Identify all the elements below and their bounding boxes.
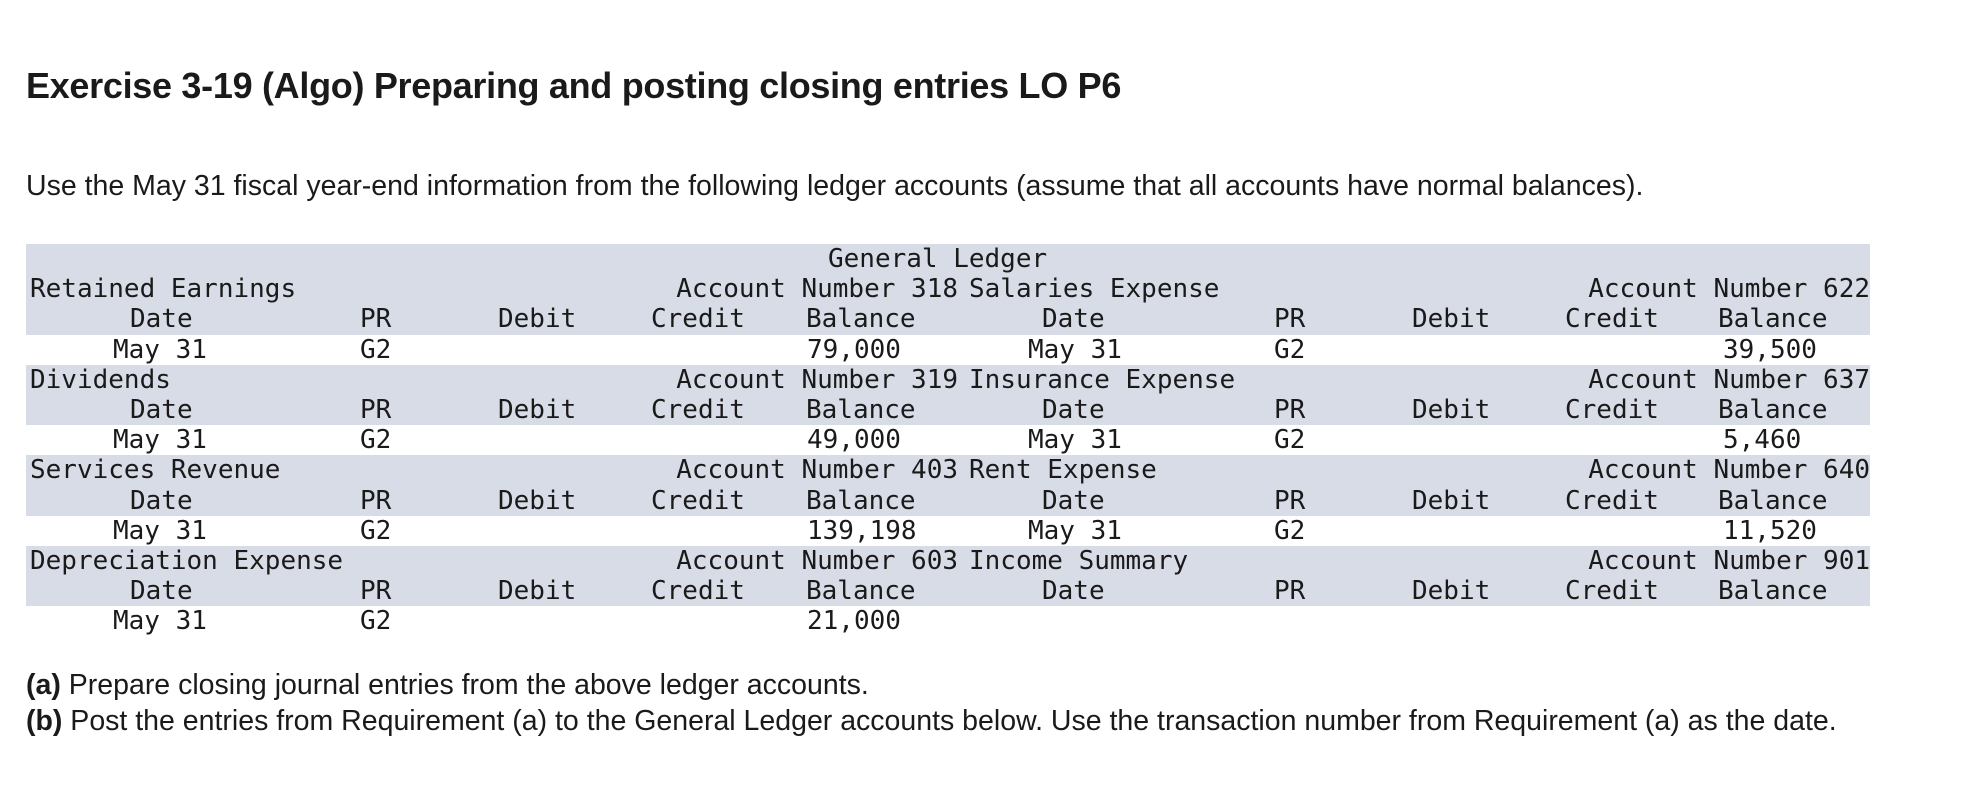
account-number: Account Number 637 bbox=[1588, 364, 1870, 395]
requirement-a bbox=[26, 667, 1906, 703]
entry-date: May 31 bbox=[1028, 515, 1122, 546]
date-column-header: Date bbox=[130, 576, 193, 607]
balance-column-header: Balance bbox=[806, 394, 916, 425]
pr-column-header: PR bbox=[1274, 485, 1306, 516]
entry-date: May 31 bbox=[1028, 334, 1122, 365]
account-title-row bbox=[26, 274, 1870, 304]
entry-date: May 31 bbox=[113, 425, 207, 456]
general-ledger bbox=[26, 244, 1870, 636]
account-title-row bbox=[26, 365, 1870, 395]
entry-balance: 79,000 bbox=[807, 334, 901, 365]
balance-column-header: Balance bbox=[1718, 576, 1828, 607]
entry-pr: G2 bbox=[1274, 515, 1306, 546]
credit-column-header: Credit bbox=[651, 485, 745, 516]
account-number: Account Number 403 bbox=[676, 455, 958, 486]
date-column-header: Date bbox=[1042, 304, 1105, 335]
requirement-a-label: (a) bbox=[26, 669, 61, 701]
pr-column-header: PR bbox=[1274, 304, 1306, 335]
entry-balance: 49,000 bbox=[807, 425, 901, 456]
credit-column-header: Credit bbox=[1565, 576, 1659, 607]
account-number: Account Number 640 bbox=[1588, 455, 1870, 486]
entry-date: May 31 bbox=[113, 515, 207, 546]
account-title-row bbox=[26, 455, 1870, 485]
entry-balance: 139,198 bbox=[807, 515, 917, 546]
credit-column-header: Credit bbox=[651, 304, 745, 335]
balance-column-header: Balance bbox=[806, 576, 916, 607]
ledger-heading-row bbox=[26, 244, 1870, 274]
entry-date: May 31 bbox=[113, 334, 207, 365]
balance-column-header: Balance bbox=[806, 304, 916, 335]
entry-balance: 39,500 bbox=[1723, 334, 1817, 365]
ledger-entry-row bbox=[26, 335, 1870, 365]
balance-column-header: Balance bbox=[1718, 304, 1828, 335]
column-header-row bbox=[26, 576, 1870, 606]
entry-balance: 11,520 bbox=[1723, 515, 1817, 546]
pr-column-header: PR bbox=[360, 485, 392, 516]
debit-column-header: Debit bbox=[498, 485, 577, 516]
column-header-row bbox=[26, 304, 1870, 334]
credit-column-header: Credit bbox=[1565, 394, 1659, 425]
entry-pr: G2 bbox=[360, 425, 392, 456]
debit-column-header: Debit bbox=[1412, 485, 1491, 516]
entry-pr: G2 bbox=[360, 606, 392, 637]
account-number: Account Number 622 bbox=[1588, 274, 1870, 305]
debit-column-header: Debit bbox=[498, 304, 577, 335]
pr-column-header: PR bbox=[360, 394, 392, 425]
ledger-heading: General Ledger bbox=[828, 244, 1048, 274]
entry-date: May 31 bbox=[1028, 425, 1122, 456]
account-name: Rent Expense bbox=[969, 455, 1157, 486]
exercise-title: Exercise 3-19 (Algo) Preparing and posting closing entries LO P6 bbox=[26, 65, 1122, 106]
requirement-b-text: Post the entries from Requirement (a) to the General Ledger accounts below. Use the transaction number from Requirement (a) as the date. bbox=[62, 705, 1837, 737]
requirement-b-label: (b) bbox=[26, 705, 63, 737]
balance-column-header: Balance bbox=[1718, 394, 1828, 425]
credit-column-header: Credit bbox=[651, 394, 745, 425]
entry-pr: G2 bbox=[1274, 334, 1306, 365]
pr-column-header: PR bbox=[360, 304, 392, 335]
account-name: Retained Earnings bbox=[30, 274, 297, 305]
debit-column-header: Debit bbox=[1412, 394, 1491, 425]
requirement-a-text: Prepare closing journal entries from the above ledger accounts. bbox=[60, 669, 869, 701]
account-name: Services Revenue bbox=[30, 455, 281, 486]
debit-column-header: Debit bbox=[498, 576, 577, 607]
entry-balance: 21,000 bbox=[807, 606, 901, 637]
pr-column-header: PR bbox=[1274, 576, 1306, 607]
balance-column-header: Balance bbox=[806, 485, 916, 516]
account-name: Income Summary bbox=[969, 545, 1189, 576]
requirements bbox=[26, 667, 1906, 739]
debit-column-header: Debit bbox=[1412, 304, 1491, 335]
requirement-b bbox=[26, 703, 1906, 739]
ledger-entry-row bbox=[26, 516, 1870, 546]
entry-pr: G2 bbox=[1274, 425, 1306, 456]
date-column-header: Date bbox=[1042, 485, 1105, 516]
account-title-row bbox=[26, 546, 1870, 576]
account-name: Dividends bbox=[30, 364, 171, 395]
credit-column-header: Credit bbox=[651, 576, 745, 607]
account-name: Insurance Expense bbox=[969, 364, 1236, 395]
date-column-header: Date bbox=[130, 485, 193, 516]
entry-date: May 31 bbox=[113, 606, 207, 637]
date-column-header: Date bbox=[130, 394, 193, 425]
debit-column-header: Debit bbox=[498, 394, 577, 425]
entry-pr: G2 bbox=[360, 334, 392, 365]
entry-balance: 5,460 bbox=[1723, 425, 1802, 456]
credit-column-header: Credit bbox=[1565, 304, 1659, 335]
account-number: Account Number 901 bbox=[1588, 545, 1870, 576]
date-column-header: Date bbox=[1042, 576, 1105, 607]
column-header-row bbox=[26, 395, 1870, 425]
entry-pr: G2 bbox=[360, 515, 392, 546]
debit-column-header: Debit bbox=[1412, 576, 1491, 607]
pr-column-header: PR bbox=[1274, 394, 1306, 425]
account-number: Account Number 319 bbox=[676, 364, 958, 395]
balance-column-header: Balance bbox=[1718, 485, 1828, 516]
instructions-text: Use the May 31 fiscal year-end information from the following ledger accounts (assume that all accounts have normal balances). bbox=[26, 170, 1644, 202]
account-number: Account Number 318 bbox=[676, 274, 958, 305]
ledger-entry-row bbox=[26, 425, 1870, 455]
date-column-header: Date bbox=[130, 304, 193, 335]
account-name: Salaries Expense bbox=[969, 274, 1220, 305]
credit-column-header: Credit bbox=[1565, 485, 1659, 516]
account-name: Depreciation Expense bbox=[30, 545, 344, 576]
pr-column-header: PR bbox=[360, 576, 392, 607]
account-number: Account Number 603 bbox=[676, 545, 958, 576]
ledger-entry-row bbox=[26, 606, 1870, 636]
date-column-header: Date bbox=[1042, 394, 1105, 425]
column-header-row bbox=[26, 486, 1870, 516]
